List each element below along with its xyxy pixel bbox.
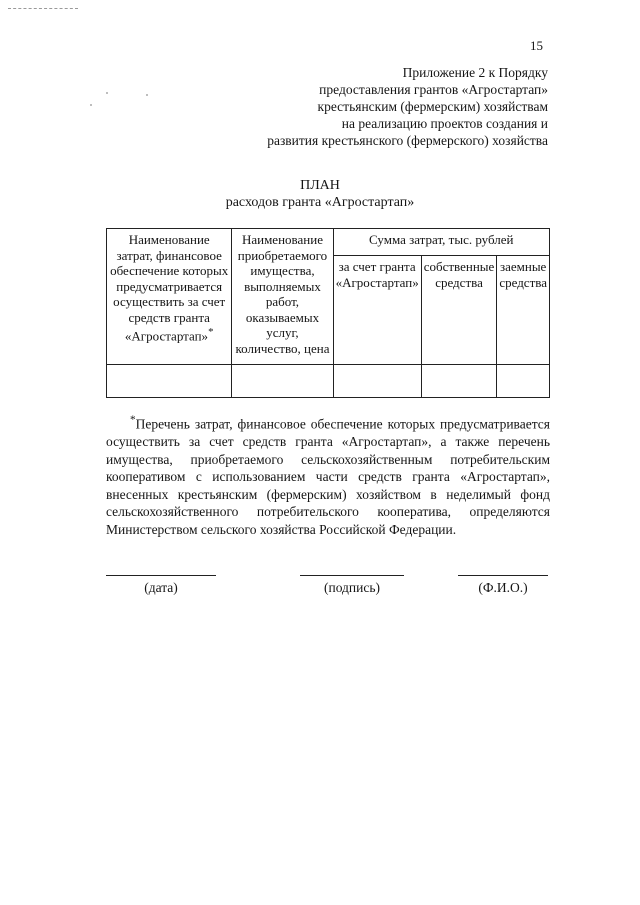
appendix-line: развития крестьянского (фермерского) хозяйства — [267, 133, 548, 148]
appendix-line: Приложение 2 к Порядку — [402, 65, 548, 80]
table-cell — [232, 365, 333, 398]
appendix-line: крестьянским (фермерским) хозяйствам — [317, 99, 548, 114]
table-cell — [497, 365, 550, 398]
signature-caption: (дата) — [144, 580, 178, 595]
plan-title: ПЛАН — [300, 178, 340, 193]
table-cell — [333, 365, 421, 398]
footnote — [106, 412, 550, 539]
costs-table — [106, 228, 550, 398]
scan-artifact — [8, 8, 78, 11]
table-header-row — [107, 229, 550, 256]
plan-subtitle: расходов гранта «Агростартап» — [225, 195, 415, 210]
table-cell — [107, 365, 232, 398]
footnote-text: Перечень затрат, финансовое обеспечение которых предусматривается осуществить за счет средств гранта «Агростартап», а также перечень имущества, приобретаемого сельскохозяйственным потребительским кооперативом с использованием части средств гранта «Агростартап», внесенных крестьянским (фермерским) хозяйством в неделимый фонд сельскохозяйственного потребительского кооператива, определяются Министерством сельского хозяйства Российской Федерации. — [106, 416, 550, 538]
table-cell — [421, 365, 497, 398]
header-borrowed-funds: заемные средства — [497, 256, 550, 365]
signature-fio — [458, 575, 548, 596]
signature-date — [106, 575, 216, 596]
page-number: 15 — [530, 38, 543, 53]
appendix-line: предоставления грантов «Агростартап» — [319, 82, 548, 97]
scan-speck — [146, 94, 148, 96]
header-own-funds: собственные средства — [421, 256, 497, 365]
header-cost-sum: Сумма затрат, тыс. рублей — [333, 229, 549, 256]
signature-sign — [300, 575, 404, 596]
footnote-mark: * — [130, 414, 136, 426]
signature-caption: (Ф.И.О.) — [478, 580, 528, 595]
scan-speck — [106, 92, 108, 94]
appendix-line: на реализацию проектов создания и — [341, 116, 548, 131]
plan-heading — [0, 177, 640, 211]
header-cost-name: Наименование затрат, финансовое обеспечение которых предусматривается осуществить за счет средств гранта «Агростартап»* — [107, 229, 232, 365]
table-row — [107, 365, 550, 398]
signature-caption: (подпись) — [323, 580, 381, 595]
header-grant-funds: за счет гранта «Агростартап» — [333, 256, 421, 365]
asterisk-mark: * — [208, 326, 214, 338]
scan-speck — [90, 104, 92, 106]
header-property-name: Наименование приобретаемого имущества, выполняемых работ, оказываемых услуг, количество, цена — [232, 229, 333, 365]
appendix-header — [267, 64, 548, 149]
